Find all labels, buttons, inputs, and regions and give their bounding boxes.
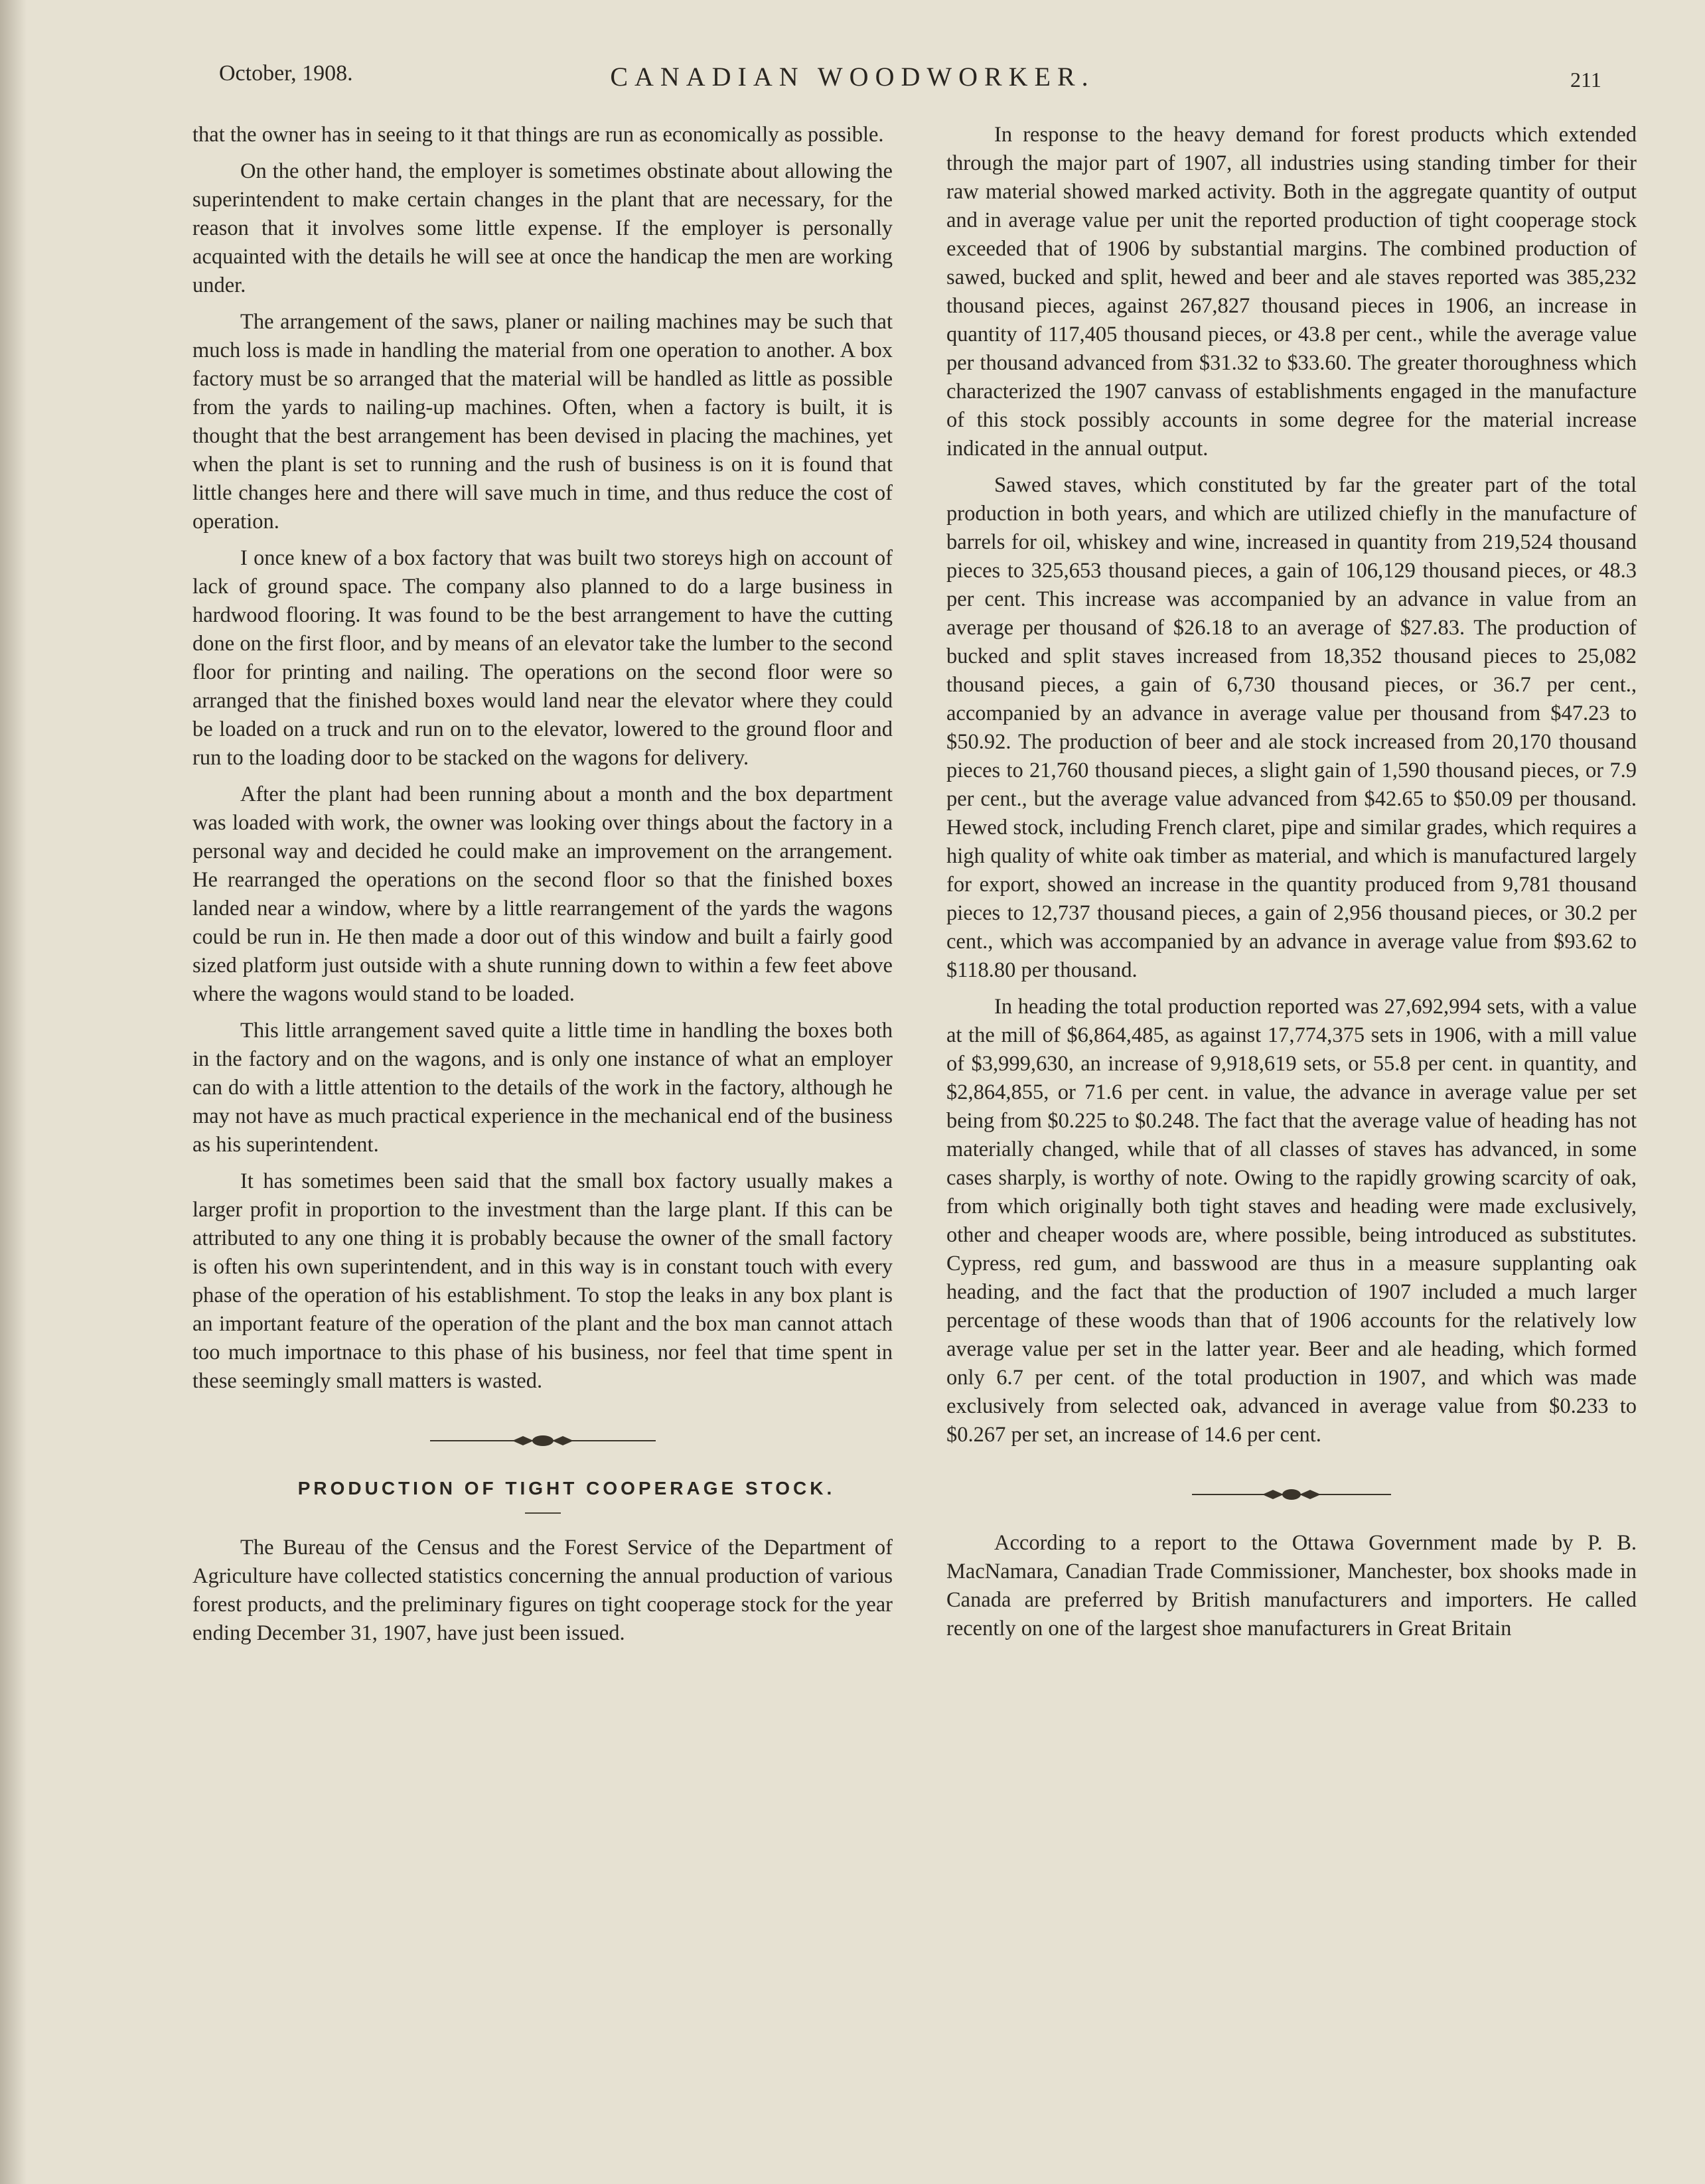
right-column xyxy=(946,121,1637,1643)
issue-date: October, 1908. xyxy=(219,61,353,86)
magazine-title: CANADIAN WOODWORKER. xyxy=(610,62,1095,92)
ornament-divider xyxy=(430,1426,656,1455)
page-shadow xyxy=(0,0,27,2184)
running-head xyxy=(0,61,1705,101)
paragraph: On the other hand, the employer is sometimes obstinate about allowing the superintendent to make certain changes in the plant that are necessary, for the reason that it involves some little expense. If the employer is personally acquainted with the details he will see at once the handicap the men are working under. xyxy=(192,159,893,297)
page-number: 211 xyxy=(1570,68,1601,92)
paragraph: After the plant had been running about a month and the box department was loaded with work, the owner was looking over things about the factory in a personal way and decided he could make an improvement on the arrangement. He rearranged the operations on the second floor so that the finished boxes landed near a window, where by a little rearrangement of the yards the wagons could be run in. He then made a door out of this window and built a fairly good sized platform just outside with a shute running down to within a few feet above where the wagons would stand to be loaded. xyxy=(192,782,893,1006)
paragraph: It has sometimes been said that the small box factory usually makes a larger profit in proportion to the investment than the large plant. If this can be attributed to any one thing it is probably because the owner of the small factory is often his own superintendent, and in this way is in constant touch with every phase of the operation of his establishment. To stop the leaks in any box plant is an important feature of the operation of the plant and the box man cannot attach too much importnace to this phase of his business, nor feel that time spent in these seemingly small matters is wasted. xyxy=(192,1169,893,1393)
paragraph: I once knew of a box factory that was built two storeys high on account of lack of ground space. The company also planned to do a large business in hardwood flooring. It was found to be the best arrangement to have the cutting done on the first floor, and by means of an elevator take the lumber to the second floor for printing and nailing. The operations on the second floor were so arranged that the finished boxes would land near the elevator where they could be loaded on a truck and run on to the elevator, lowered to the ground floor and run to the loading door to be stacked on the wagons for delivery. xyxy=(192,546,893,770)
paragraph: This little arrangement saved quite a little time in handling the boxes both in the factory and on the wagons, and is only one instance of what an employer can do with a little attention to the details of the work in the factory, although he may not have as much practical experience in the mechanical end of the business as his superintendent. xyxy=(192,1019,893,1157)
heading-rule xyxy=(525,1512,561,1514)
paragraph: The Bureau of the Census and the Forest Service of the Department of Agriculture have collected statistics concerning the annual production of various forest products, and the preliminary figures on tight cooperage stock for the year ending December 31, 1907, have just been issued. xyxy=(192,1536,893,1645)
paragraph: In heading the total production reported was 27,692,994 sets, with a value at the mill of $6,864,485, as against 17,774,375 sets in 1906, with a mill value of $3,999,630, an increase of 9,918,619 sets, or 55.8 per cent. in quantity, and $2,864,855, or 71.6 per cent. in value, the advance in average value per set being from $0.225 to $0.248. The fact that the average value of heading has not materially changed, while that of all classes of staves has advanced, in some cases sharply, is worthy of note. Owing to the rapidly growing scarcity of oak, from which originally both tight staves and heading were made exclusively, other and cheaper woods are, where possible, being introduced as substitutes. Cypress, red gum, and basswood are thus in a measure supplanting oak heading, and the fact that the production of 1907 included a much larger percentage of these woods than that of 1906 accounts for the relatively low average value per set in the latter year. Beer and ale heading, which formed only 6.7 per cent. of the total production in 1907, and which was made exclusively from selected oak, advanced in average value from $0.233 to $0.267 per set, an increase of 14.6 per cent. xyxy=(946,995,1637,1447)
left-column xyxy=(192,121,893,1648)
paragraph: The arrangement of the saws, planer or nailing machines may be such that much loss is made in handling the material from one operation to another. A box factory must be so arranged that the material will be handled as little as possible from the yards to nailing-up machines. Often, when a factory is built, it is thought that the best arrangement has been devised in placing the machines, yet when the plant is set to running and the rush of business is on it is found that little changes here and there will save much in time, and thus reduce the cost of operation. xyxy=(192,310,893,534)
paragraph: that the owner has in seeing to it that things are run as economically as possible. xyxy=(192,123,884,147)
section-heading: PRODUCTION OF TIGHT COOPERAGE STOCK. xyxy=(297,1478,836,1498)
paragraph: In response to the heavy demand for forest products which extended through the major part of 1907, all industries using standing timber for their raw material showed marked activity. Both in the aggregate quantity of output and in average value per unit the reported production of tight cooperage stock exceeded that of 1906 by substantial margins. The combined production of sawed, bucked and split, hewed and beer and ale staves reported was 385,232 thousand pieces, against 267,827 thousand pieces in 1906, an increase in quantity of 117,405 thousand pieces, or 43.8 per cent., while the average value per thousand advanced from $31.32 to $33.60. The greater thoroughness which characterized the 1907 canvass of establishments engaged in the manufacture of this stock possibly accounts in some degree for the material increase indicated in the annual output. xyxy=(946,123,1637,461)
ornament-divider xyxy=(1192,1480,1391,1509)
paragraph: According to a report to the Ottawa Government made by P. B. MacNamara, Canadian Trade Commissioner, Manchester, box shooks made in Canada are preferred by British manufacturers and importers. He called recently on one of the largest shoe manufacturers in Great Britain xyxy=(946,1531,1637,1640)
paragraph: Sawed staves, which constituted by far the greater part of the total production in both years, and which are utilized chiefly in the manufacture of barrels for oil, whiskey and wine, increased in quantity from 219,524 thousand pieces to 325,653 thousand pieces, a gain of 106,129 thousand pieces, or 48.3 per cent. This increase was accompanied by an advance in value from an average per thousand of $26.18 to an average of $27.83. The production of bucked and split staves increased from 18,352 thousand pieces to 25,082 thousand pieces, a gain of 6,730 thousand pieces, or 36.7 per cent., accompanied by an advance in average value per thousand from $47.23 to $50.92. The production of beer and ale stock increased from 20,170 thousand pieces to 21,760 thousand pieces, a slight gain of 1,590 thousand pieces, or 7.9 per cent., but the average value advanced from $42.65 to $50.09 per thousand. Hewed stock, including French claret, pipe and similar grades, which requires a high quality of white oak timber as material, and which is manufactured largely for export, showed an increase in the quantity produced from 9,781 thousand pieces to 12,737 thousand pieces, a gain of 2,956 thousand pieces, or 30.2 per cent., which was accompanied by an advance in average value from $93.62 to $118.80 per thousand. xyxy=(946,473,1637,982)
